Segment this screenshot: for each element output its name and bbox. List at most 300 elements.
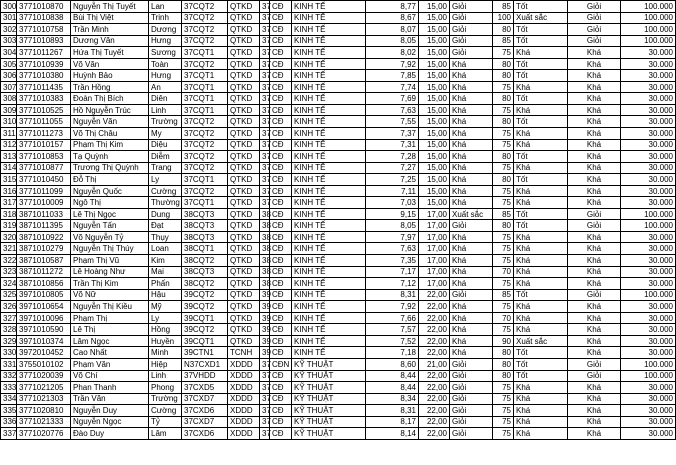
cell-class: 37CQT2 <box>182 58 228 70</box>
cell-first-name: Hồng <box>149 324 182 336</box>
cell-student-id: 3871010856 <box>17 278 71 290</box>
cell-cohort: 37 <box>260 24 270 36</box>
cell-stt: 323 <box>1 266 17 278</box>
cell-amount: 100.000 <box>621 289 676 301</box>
cell-faculty: KINH TẾ <box>292 58 366 70</box>
cell-program: CĐ <box>270 174 292 186</box>
cell-final-rank: Giỏi <box>568 24 621 36</box>
cell-stt: 300 <box>1 1 17 13</box>
cell-faculty: KINH TẾ <box>292 208 366 220</box>
cell-stt: 325 <box>1 289 17 301</box>
cell-faculty: KINH TẾ <box>292 289 366 301</box>
cell-training-score: 75 <box>493 104 514 116</box>
cell-academic-rank: Khá <box>450 197 493 209</box>
cell-program: CĐ <box>270 1 292 13</box>
cell-amount: 30.000 <box>621 139 676 151</box>
cell-training-score: 85 <box>493 289 514 301</box>
cell-student-id: 3971010374 <box>17 335 71 347</box>
table-row <box>1 174 676 186</box>
cell-last-name: Nguyễn Quốc <box>71 185 149 197</box>
cell-amount: 30.000 <box>621 312 676 324</box>
cell-academic-rank: Khá <box>450 93 493 105</box>
cell-amount: 30.000 <box>621 347 676 359</box>
cell-student-id: 3771020039 <box>17 370 71 382</box>
cell-final-rank: Khá <box>568 255 621 267</box>
cell-class: 38CQT3 <box>182 231 228 243</box>
cell-stt: 319 <box>1 220 17 232</box>
cell-class: 37CQT2 <box>182 35 228 47</box>
cell-gpa: 7,52 <box>366 335 419 347</box>
cell-conduct-score: 15,00 <box>419 185 450 197</box>
cell-first-name: Cường <box>149 405 182 417</box>
cell-stt: 334 <box>1 393 17 405</box>
cell-stt: 332 <box>1 370 17 382</box>
cell-cohort: 37 <box>260 416 270 428</box>
cell-cohort: 39 <box>260 324 270 336</box>
cell-first-name: Đạt <box>149 220 182 232</box>
cell-amount: 30.000 <box>621 255 676 267</box>
cell-first-name: Trường <box>149 116 182 128</box>
cell-training-score: 75 <box>493 162 514 174</box>
cell-training-score: 75 <box>493 324 514 336</box>
cell-faculty: KỸ THUẬT <box>292 405 366 417</box>
cell-training-score: 75 <box>493 382 514 394</box>
cell-training-rank: Tốt <box>514 35 568 47</box>
cell-class: 39CQT2 <box>182 301 228 313</box>
cell-cohort: 37 <box>260 70 270 82</box>
cell-final-rank: Khá <box>568 416 621 428</box>
cell-gpa: 7,28 <box>366 151 419 163</box>
cell-last-name: Hứa Thị Tuyết <box>71 47 149 59</box>
cell-gpa: 7,12 <box>366 278 419 290</box>
cell-amount: 30.000 <box>621 231 676 243</box>
cell-training-score: 75 <box>493 197 514 209</box>
cell-training-score: 80 <box>493 220 514 232</box>
cell-gpa: 8,05 <box>366 35 419 47</box>
cell-stt: 304 <box>1 47 17 59</box>
cell-training-score: 75 <box>493 243 514 255</box>
cell-training-rank: Khá <box>514 301 568 313</box>
cell-gpa: 7,55 <box>366 116 419 128</box>
cell-stt: 310 <box>1 116 17 128</box>
cell-gpa: 8,31 <box>366 405 419 417</box>
table-row <box>1 324 676 336</box>
cell-academic-rank: Khá <box>450 278 493 290</box>
cell-gpa: 8,44 <box>366 382 419 394</box>
cell-major: XDDD <box>228 370 260 382</box>
cell-academic-rank: Khá <box>450 185 493 197</box>
cell-stt: 315 <box>1 174 17 186</box>
cell-major: TCNH <box>228 347 260 359</box>
cell-student-id: 3871011272 <box>17 266 71 278</box>
cell-academic-rank: Giỏi <box>450 393 493 405</box>
cell-major: QTKD <box>228 35 260 47</box>
cell-gpa: 8,05 <box>366 220 419 232</box>
cell-first-name: Huyền <box>149 335 182 347</box>
cell-academic-rank: Giỏi <box>450 405 493 417</box>
cell-program: CĐN <box>270 358 292 370</box>
cell-student-id: 3771020810 <box>17 405 71 417</box>
cell-final-rank: Khá <box>568 58 621 70</box>
cell-conduct-score: 15,00 <box>419 197 450 209</box>
cell-gpa: 7,25 <box>366 174 419 186</box>
cell-class: 39CQT2 <box>182 289 228 301</box>
cell-student-id: 3771010157 <box>17 139 71 151</box>
cell-amount: 30.000 <box>621 174 676 186</box>
cell-major: QTKD <box>228 208 260 220</box>
cell-program: CĐ <box>270 231 292 243</box>
cell-amount: 30.000 <box>621 278 676 290</box>
cell-training-rank: Tốt <box>514 208 568 220</box>
cell-class: 37CQT1 <box>182 93 228 105</box>
cell-stt: 331 <box>1 358 17 370</box>
cell-major: QTKD <box>228 1 260 13</box>
cell-major: QTKD <box>228 151 260 163</box>
cell-program: CĐ <box>270 312 292 324</box>
cell-amount: 30.000 <box>621 58 676 70</box>
cell-conduct-score: 17,00 <box>419 243 450 255</box>
cell-last-name: Võ Nữ <box>71 289 149 301</box>
cell-cohort: 37 <box>260 12 270 24</box>
cell-first-name: Minh <box>149 347 182 359</box>
cell-conduct-score: 15,00 <box>419 116 450 128</box>
cell-class: 37CXD6 <box>182 405 228 417</box>
cell-conduct-score: 22,00 <box>419 405 450 417</box>
cell-program: CĐ <box>270 24 292 36</box>
cell-gpa: 8,44 <box>366 370 419 382</box>
cell-stt: 335 <box>1 405 17 417</box>
cell-amount: 30.000 <box>621 47 676 59</box>
cell-cohort: 38 <box>260 208 270 220</box>
cell-training-rank: Khá <box>514 185 568 197</box>
cell-academic-rank: Giỏi <box>450 1 493 13</box>
cell-amount: 30.000 <box>621 81 676 93</box>
cell-student-id: 3771010380 <box>17 70 71 82</box>
cell-last-name: Huỳnh Bảo <box>71 70 149 82</box>
cell-program: CĐ <box>270 416 292 428</box>
cell-faculty: KINH TẾ <box>292 278 366 290</box>
cell-gpa: 8,31 <box>366 289 419 301</box>
table-row <box>1 428 676 440</box>
cell-faculty: KINH TẾ <box>292 139 366 151</box>
table-row <box>1 197 676 209</box>
cell-last-name: Nguyễn Thị Tuyết <box>71 1 149 13</box>
cell-major: QTKD <box>228 58 260 70</box>
cell-program: CĐ <box>270 255 292 267</box>
cell-student-id: 3771020776 <box>17 428 71 440</box>
cell-faculty: KỸ THUẬT <box>292 370 366 382</box>
cell-cohort: 37 <box>260 81 270 93</box>
cell-training-rank: Khá <box>514 416 568 428</box>
cell-class: 39CQT2 <box>182 324 228 336</box>
cell-faculty: KINH TẾ <box>292 81 366 93</box>
cell-academic-rank: Khá <box>450 324 493 336</box>
table-row <box>1 116 676 128</box>
cell-training-score: 75 <box>493 231 514 243</box>
cell-stt: 324 <box>1 278 17 290</box>
cell-gpa: 7,66 <box>366 312 419 324</box>
cell-training-score: 80 <box>493 370 514 382</box>
cell-academic-rank: Khá <box>450 139 493 151</box>
cell-gpa: 7,63 <box>366 243 419 255</box>
cell-stt: 330 <box>1 347 17 359</box>
cell-cohort: 37 <box>260 162 270 174</box>
cell-program: CĐ <box>270 370 292 382</box>
cell-training-rank: Khá <box>514 162 568 174</box>
cell-major: QTKD <box>228 81 260 93</box>
cell-final-rank: Khá <box>568 428 621 440</box>
cell-academic-rank: Khá <box>450 174 493 186</box>
table-row <box>1 289 676 301</box>
cell-last-name: Hồ Nguyễn Trúc <box>71 104 149 116</box>
cell-stt: 301 <box>1 12 17 24</box>
cell-last-name: Trần Văn <box>71 393 149 405</box>
cell-last-name: Trần Thị Kim <box>71 278 149 290</box>
cell-stt: 328 <box>1 324 17 336</box>
cell-amount: 30.000 <box>621 93 676 105</box>
cell-first-name: Mai <box>149 266 182 278</box>
cell-program: CĐ <box>270 208 292 220</box>
cell-faculty: KỸ THUẬT <box>292 416 366 428</box>
cell-faculty: KINH TẾ <box>292 162 366 174</box>
cell-training-rank: Khá <box>514 405 568 417</box>
cell-cohort: 37 <box>260 382 270 394</box>
cell-class: 37CXD6 <box>182 428 228 440</box>
cell-final-rank: Giỏi <box>568 358 621 370</box>
cell-final-rank: Khá <box>568 162 621 174</box>
cell-student-id: 3771021333 <box>17 416 71 428</box>
cell-gpa: 9,15 <box>366 208 419 220</box>
table-row <box>1 12 676 24</box>
cell-class: 37CQT2 <box>182 116 228 128</box>
cell-final-rank: Khá <box>568 128 621 140</box>
cell-training-score: 75 <box>493 255 514 267</box>
cell-training-rank: Tốt <box>514 93 568 105</box>
cell-major: QTKD <box>228 185 260 197</box>
cell-program: CĐ <box>270 139 292 151</box>
table-row <box>1 358 676 370</box>
cell-amount: 100.000 <box>621 12 676 24</box>
cell-student-id: 3771010838 <box>17 12 71 24</box>
cell-stt: 329 <box>1 335 17 347</box>
cell-final-rank: Giỏi <box>568 1 621 13</box>
cell-class: 37VHDD <box>182 370 228 382</box>
cell-stt: 309 <box>1 104 17 116</box>
cell-class: 39CQT1 <box>182 335 228 347</box>
table-row <box>1 335 676 347</box>
cell-faculty: KINH TẾ <box>292 116 366 128</box>
table-row <box>1 151 676 163</box>
cell-gpa: 7,69 <box>366 93 419 105</box>
cell-training-score: 80 <box>493 58 514 70</box>
cell-faculty: KINH TẾ <box>292 104 366 116</box>
cell-program: CĐ <box>270 301 292 313</box>
cell-cohort: 37 <box>260 151 270 163</box>
cell-gpa: 8,77 <box>366 1 419 13</box>
cell-amount: 30.000 <box>621 243 676 255</box>
cell-conduct-score: 15,00 <box>419 128 450 140</box>
cell-training-rank: Khá <box>514 393 568 405</box>
table-row <box>1 243 676 255</box>
cell-first-name: Tỷ <box>149 416 182 428</box>
cell-major: XDDD <box>228 416 260 428</box>
cell-last-name: Ngô Thị <box>71 197 149 209</box>
cell-gpa: 7,03 <box>366 197 419 209</box>
cell-final-rank: Khá <box>568 243 621 255</box>
cell-conduct-score: 22,00 <box>419 289 450 301</box>
cell-class: 37CQT2 <box>182 162 228 174</box>
cell-major: QTKD <box>228 289 260 301</box>
table-row <box>1 255 676 267</box>
cell-class: 38CQT3 <box>182 208 228 220</box>
cell-final-rank: Khá <box>568 47 621 59</box>
cell-program: CĐ <box>270 185 292 197</box>
cell-stt: 313 <box>1 151 17 163</box>
cell-class: 38CQT2 <box>182 255 228 267</box>
table-row <box>1 24 676 36</box>
cell-program: CĐ <box>270 197 292 209</box>
cell-training-rank: Xuất sắc <box>514 12 568 24</box>
cell-gpa: 8,34 <box>366 393 419 405</box>
cell-academic-rank: Khá <box>450 335 493 347</box>
cell-training-score: 75 <box>493 393 514 405</box>
table-row <box>1 47 676 59</box>
cell-academic-rank: Khá <box>450 162 493 174</box>
cell-student-id: 3771010853 <box>17 151 71 163</box>
table-row <box>1 220 676 232</box>
cell-final-rank: Khá <box>568 301 621 313</box>
table-body <box>1 1 676 440</box>
cell-training-score: 90 <box>493 335 514 347</box>
cell-last-name: Võ Thị Châu <box>71 128 149 140</box>
cell-first-name: Ly <box>149 312 182 324</box>
cell-first-name: Toàn <box>149 58 182 70</box>
cell-program: CĐ <box>270 382 292 394</box>
cell-stt: 302 <box>1 24 17 36</box>
cell-gpa: 7,57 <box>366 324 419 336</box>
cell-cohort: 38 <box>260 255 270 267</box>
cell-cohort: 38 <box>260 278 270 290</box>
cell-conduct-score: 22,00 <box>419 335 450 347</box>
cell-major: QTKD <box>228 266 260 278</box>
cell-amount: 100.000 <box>621 370 676 382</box>
cell-amount: 30.000 <box>621 405 676 417</box>
cell-academic-rank: Giỏi <box>450 24 493 36</box>
cell-final-rank: Khá <box>568 81 621 93</box>
cell-first-name: Ly <box>149 174 182 186</box>
cell-student-id: 3972010452 <box>17 347 71 359</box>
cell-faculty: KINH TẾ <box>292 312 366 324</box>
cell-first-name: Diên <box>149 93 182 105</box>
cell-final-rank: Khá <box>568 324 621 336</box>
cell-conduct-score: 15,00 <box>419 58 450 70</box>
cell-major: XDDD <box>228 428 260 440</box>
cell-major: QTKD <box>228 47 260 59</box>
cell-first-name: Sương <box>149 47 182 59</box>
cell-conduct-score: 17,00 <box>419 208 450 220</box>
cell-amount: 30.000 <box>621 128 676 140</box>
cell-first-name: Trường <box>149 393 182 405</box>
cell-program: CĐ <box>270 324 292 336</box>
cell-training-rank: Khá <box>514 266 568 278</box>
cell-conduct-score: 22,00 <box>419 301 450 313</box>
cell-conduct-score: 17,00 <box>419 231 450 243</box>
cell-academic-rank: Khá <box>450 243 493 255</box>
cell-training-rank: Khá <box>514 104 568 116</box>
cell-major: QTKD <box>228 104 260 116</box>
cell-amount: 30.000 <box>621 416 676 428</box>
cell-first-name: An <box>149 81 182 93</box>
cell-training-rank: Xuất sắc <box>514 335 568 347</box>
cell-program: CĐ <box>270 116 292 128</box>
cell-program: CĐ <box>270 128 292 140</box>
cell-faculty: KỸ THUẬT <box>292 428 366 440</box>
cell-last-name: Võ Văn <box>71 58 149 70</box>
cell-final-rank: Khá <box>568 197 621 209</box>
cell-stt: 306 <box>1 70 17 82</box>
cell-first-name: Trinh <box>149 12 182 24</box>
cell-first-name: Cường <box>149 185 182 197</box>
cell-cohort: 37 <box>260 197 270 209</box>
cell-training-score: 75 <box>493 128 514 140</box>
table-row <box>1 70 676 82</box>
cell-gpa: 7,92 <box>366 58 419 70</box>
cell-cohort: 37 <box>260 370 270 382</box>
cell-academic-rank: Giỏi <box>450 428 493 440</box>
cell-major: XDDD <box>228 393 260 405</box>
cell-training-score: 80 <box>493 70 514 82</box>
cell-training-rank: Tốt <box>514 347 568 359</box>
cell-program: CĐ <box>270 58 292 70</box>
cell-student-id: 3771010450 <box>17 174 71 186</box>
table-row <box>1 405 676 417</box>
cell-stt: 321 <box>1 243 17 255</box>
cell-first-name: Phong <box>149 382 182 394</box>
cell-program: CĐ <box>270 93 292 105</box>
cell-conduct-score: 17,00 <box>419 278 450 290</box>
cell-final-rank: Giỏi <box>568 370 621 382</box>
cell-last-name: Nguyễn Văn <box>71 116 149 128</box>
cell-conduct-score: 15,00 <box>419 162 450 174</box>
table-row <box>1 278 676 290</box>
cell-major: QTKD <box>228 139 260 151</box>
cell-last-name: Bùi Thị Việt <box>71 12 149 24</box>
cell-major: QTKD <box>228 278 260 290</box>
cell-student-id: 3771011273 <box>17 128 71 140</box>
cell-academic-rank: Khá <box>450 301 493 313</box>
cell-training-score: 80 <box>493 24 514 36</box>
cell-student-id: 3771021303 <box>17 393 71 405</box>
cell-class: 37CQT1 <box>182 47 228 59</box>
cell-training-score: 75 <box>493 185 514 197</box>
cell-faculty: KINH TẾ <box>292 70 366 82</box>
cell-first-name: Lâm <box>149 428 182 440</box>
cell-conduct-score: 22,00 <box>419 382 450 394</box>
cell-amount: 30.000 <box>621 266 676 278</box>
cell-faculty: KINH TẾ <box>292 185 366 197</box>
cell-academic-rank: Giỏi <box>450 47 493 59</box>
table-row <box>1 370 676 382</box>
cell-training-score: 75 <box>493 81 514 93</box>
cell-faculty: KINH TẾ <box>292 35 366 47</box>
cell-conduct-score: 22,00 <box>419 347 450 359</box>
cell-conduct-score: 17,00 <box>419 266 450 278</box>
cell-gpa: 8,07 <box>366 24 419 36</box>
cell-academic-rank: Giỏi <box>450 289 493 301</box>
cell-class: 37CXD7 <box>182 416 228 428</box>
cell-faculty: KỸ THUẬT <box>292 358 366 370</box>
cell-class: 37CQT2 <box>182 128 228 140</box>
